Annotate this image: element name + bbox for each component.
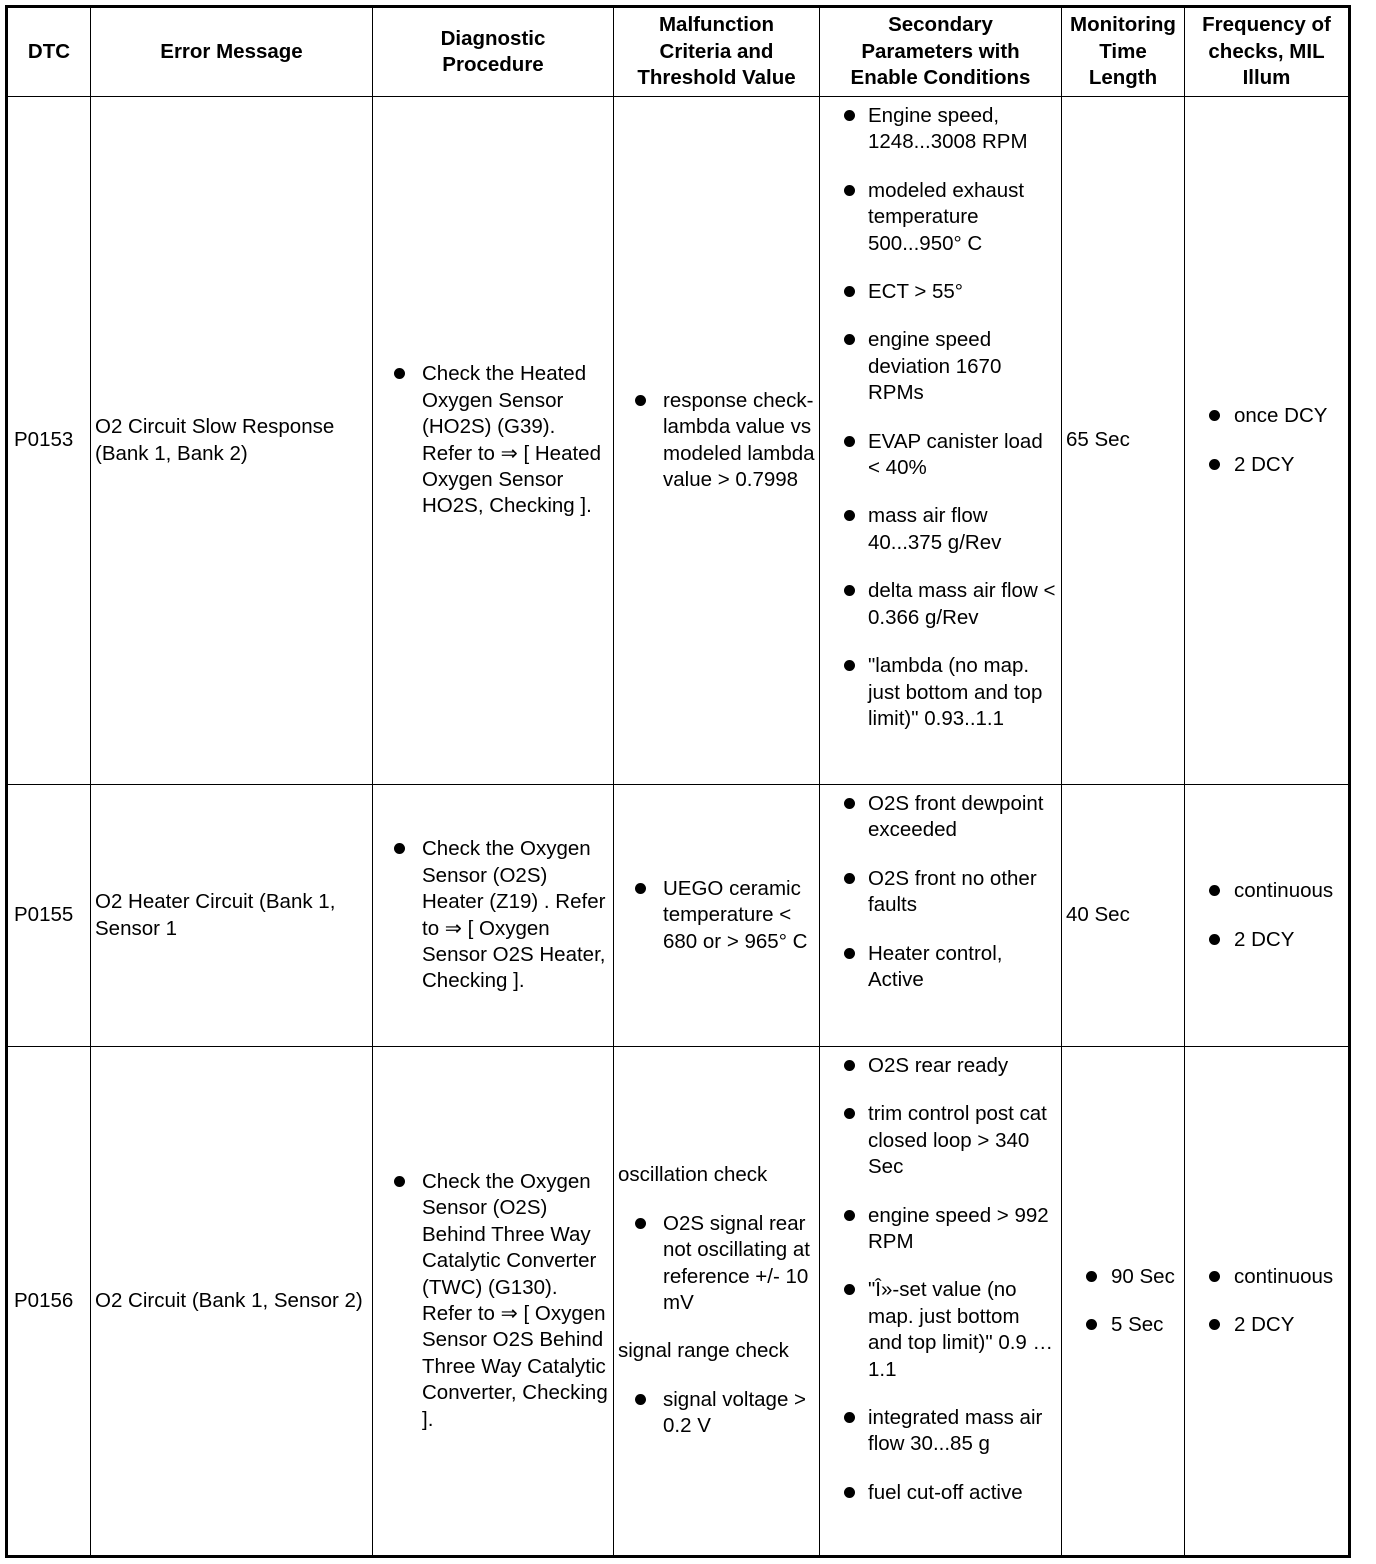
error-message: O2 Circuit (Bank 1, Sensor 2) [91,1047,373,1557]
diagnostic-procedure [373,1047,614,1557]
dtc-code: P0156 [7,1047,91,1557]
malfunction-criteria [614,785,820,1047]
table-row [7,1047,1350,1557]
header-diagnostic-procedure: Diagnostic Procedure [373,7,614,97]
secondary-item: ECT > 55° [824,279,1057,305]
secondary-item: Engine speed, 1248...3008 RPM [824,103,1057,156]
secondary-item: O2S rear ready [824,1053,1057,1079]
frequency [1185,97,1350,785]
criteria-item: signal voltage > 0.2 V [618,1387,815,1440]
dtc-code: P0155 [7,785,91,1047]
secondary-parameters [820,785,1062,1047]
dtc-table [5,5,1351,1558]
secondary-item: "lambda (no map. just bottom and top limit)" 0.93..1.1 [824,653,1057,732]
monitoring-time [1062,1047,1185,1557]
header-dtc: DTC [7,7,91,97]
secondary-item: modeled exhaust temperature 500...950° C [824,178,1057,257]
secondary-parameters [820,97,1062,785]
frequency-item: 2 DCY [1189,1312,1344,1338]
frequency [1185,1047,1350,1557]
dtc-code: P0153 [7,97,91,785]
frequency-item: continuous [1189,1264,1344,1290]
monitoring-item: 90 Sec [1066,1264,1180,1290]
frequency-item: 2 DCY [1189,452,1344,478]
criteria-heading: signal range check [618,1339,789,1363]
diagnostic-procedure [373,785,614,1047]
header-malfunction-criteria: Malfunction Criteria and Threshold Value [614,7,820,97]
criteria-item: UEGO ceramic temperature < 680 or > 965° C [618,876,815,955]
error-message: O2 Circuit Slow Response (Bank 1, Bank 2) [91,97,373,785]
criteria-item: O2S signal rear not oscillating at reference +/- 10 mV [618,1211,815,1317]
procedure-item: Check the Heated Oxygen Sensor (HO2S) (G39). Refer to ⇒ [ Heated Oxygen Sensor HO2S, Checking ]. [377,361,609,519]
secondary-item: delta mass air flow < 0.366 g/Rev [824,578,1057,631]
secondary-item: EVAP canister load < 40% [824,429,1057,482]
monitoring-time: 65 Sec [1062,97,1185,785]
header-row [7,7,1350,97]
secondary-item: integrated mass air flow 30...85 g [824,1405,1057,1458]
secondary-item: fuel cut-off active [824,1480,1057,1506]
table-row [7,97,1350,785]
frequency-item: continuous [1189,878,1344,904]
secondary-item: O2S front no other faults [824,866,1057,919]
monitoring-item: 5 Sec [1066,1312,1180,1338]
secondary-item: trim control post cat closed loop > 340 Sec [824,1101,1057,1180]
secondary-item: O2S front dewpoint exceeded [824,791,1057,844]
procedure-item: Check the Oxygen Sensor (O2S) Behind Three Way Catalytic Converter (TWC) (G130). Refer to ⇒ [ Oxygen Sensor O2S Behind Three Way Catalytic Converter, Checking ]. [377,1169,609,1433]
malfunction-criteria [614,1047,820,1557]
secondary-item: Heater control, Active [824,941,1057,994]
criteria-heading: oscillation check [618,1163,768,1187]
header-frequency: Frequency of checks, MIL Illum [1185,7,1350,97]
secondary-item: "Î»-set value (no map. just bottom and top limit)" 0.9 … 1.1 [824,1277,1057,1383]
table-row [7,785,1350,1047]
error-message: O2 Heater Circuit (Bank 1, Sensor 1 [91,785,373,1047]
diagnostic-procedure [373,97,614,785]
monitoring-time: 40 Sec [1062,785,1185,1047]
header-secondary-parameters: Secondary Parameters with Enable Conditions [820,7,1062,97]
malfunction-criteria [614,97,820,785]
frequency [1185,785,1350,1047]
secondary-parameters [820,1047,1062,1557]
secondary-item: mass air flow 40...375 g/Rev [824,503,1057,556]
secondary-item: engine speed deviation 1670 RPMs [824,327,1057,406]
frequency-item: once DCY [1189,403,1344,429]
procedure-item: Check the Oxygen Sensor (O2S) Heater (Z19) . Refer to ⇒ [ Oxygen Sensor O2S Heater, Checking ]. [377,836,609,994]
header-error-message: Error Message [91,7,373,97]
header-monitoring-time: Monitoring Time Length [1062,7,1185,97]
criteria-item: response check- lambda value vs modeled lambda value > 0.7998 [618,388,815,494]
secondary-item: engine speed > 992 RPM [824,1203,1057,1256]
frequency-item: 2 DCY [1189,927,1344,953]
